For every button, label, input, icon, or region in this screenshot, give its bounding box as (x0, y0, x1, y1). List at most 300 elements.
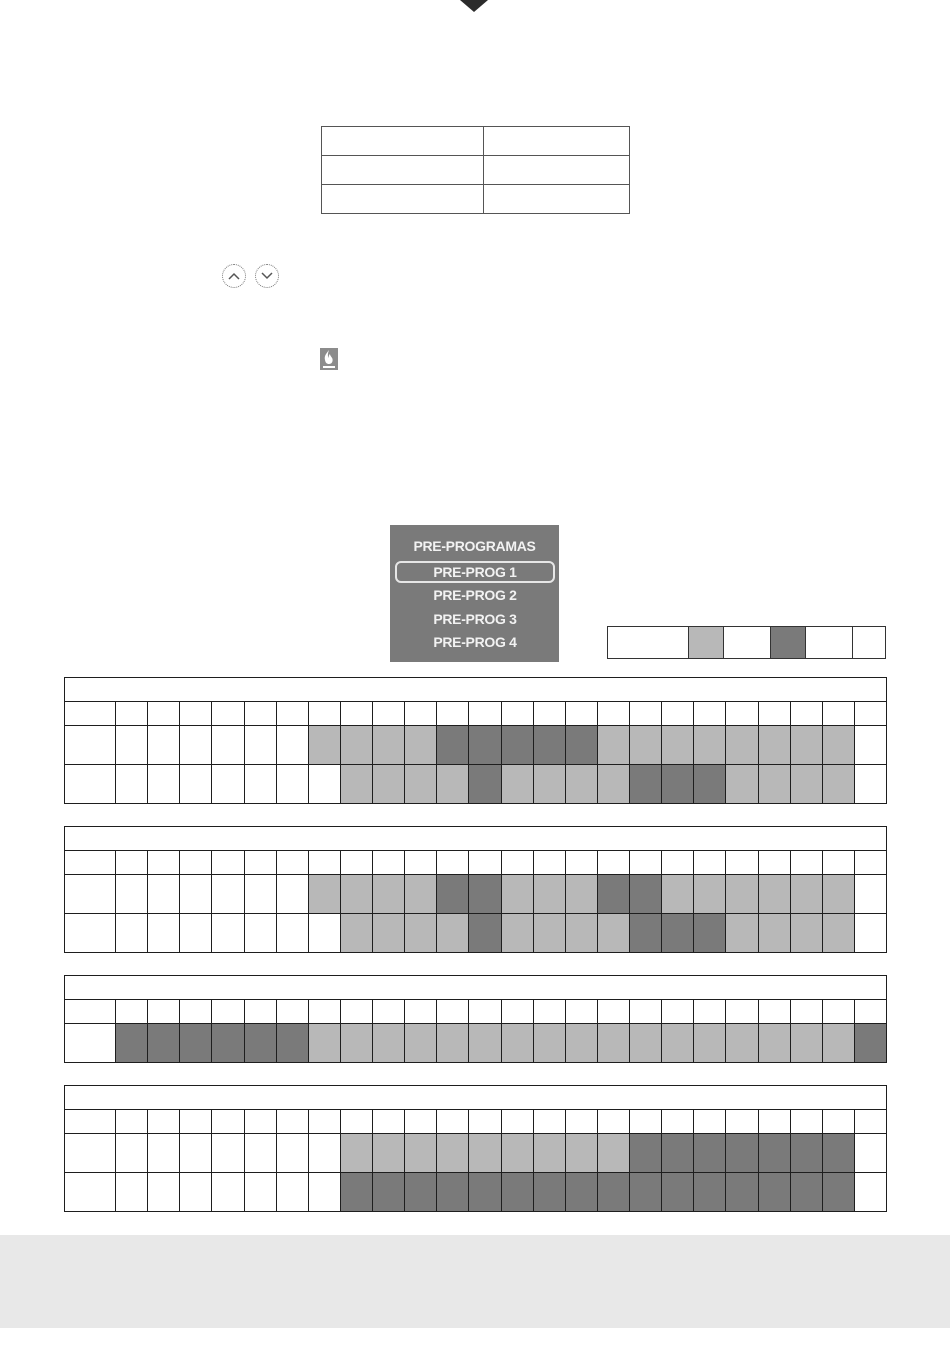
slot-empty (244, 875, 276, 914)
slot-dark (822, 1173, 854, 1212)
hour-cell (533, 1110, 565, 1134)
slot-light (758, 875, 790, 914)
hour-cell (340, 851, 372, 875)
slot-light (308, 726, 340, 765)
row-label-cell (65, 1173, 116, 1212)
slot-dark (405, 1173, 437, 1212)
slot-empty (308, 1134, 340, 1173)
info-cell (322, 185, 484, 214)
hour-cell (758, 1000, 790, 1024)
slot-light (469, 1134, 501, 1173)
info-table-row (322, 185, 630, 214)
row-label-cell (65, 1134, 116, 1173)
hour-cell (276, 851, 308, 875)
hour-cell (405, 702, 437, 726)
slot-light (340, 1024, 372, 1063)
slot-dark (469, 875, 501, 914)
slot-light (340, 914, 372, 953)
slot-light (758, 1024, 790, 1063)
hour-cell (758, 702, 790, 726)
hour-cell (822, 1000, 854, 1024)
slot-empty (116, 765, 148, 804)
slot-light (822, 726, 854, 765)
info-cell (484, 127, 630, 156)
slot-light (758, 765, 790, 804)
slot-light (533, 914, 565, 953)
slot-empty (212, 914, 244, 953)
schedule-table (64, 826, 887, 953)
slot-empty (308, 765, 340, 804)
slot-light (822, 875, 854, 914)
hour-cell (212, 1000, 244, 1024)
hour-cell (597, 851, 629, 875)
hour-cell (854, 1000, 886, 1024)
slot-dark (630, 914, 662, 953)
table-row (65, 726, 887, 765)
chevron-down-icon (260, 271, 274, 281)
hour-cell (726, 851, 758, 875)
slot-empty (308, 1173, 340, 1212)
hour-header-row (65, 702, 887, 726)
slot-empty (180, 914, 212, 953)
slot-light (437, 765, 469, 804)
row-label-cell (65, 702, 116, 726)
slot-empty (276, 1173, 308, 1212)
row-label-cell (65, 851, 116, 875)
hour-cell (597, 702, 629, 726)
slot-empty (180, 1173, 212, 1212)
hour-cell (244, 702, 276, 726)
slot-empty (276, 765, 308, 804)
hour-cell (565, 1110, 597, 1134)
slot-light (405, 875, 437, 914)
slot-dark (662, 765, 694, 804)
hour-cell (469, 702, 501, 726)
slot-dark (662, 1173, 694, 1212)
hour-cell (662, 1110, 694, 1134)
slot-light (405, 726, 437, 765)
slot-dark (565, 1173, 597, 1212)
hour-cell (180, 1110, 212, 1134)
hour-cell (244, 1110, 276, 1134)
slot-dark (597, 1173, 629, 1212)
down-button[interactable] (255, 264, 279, 288)
up-button[interactable] (222, 264, 246, 288)
table-row (65, 1024, 887, 1063)
slot-dark (565, 726, 597, 765)
slot-light (405, 765, 437, 804)
hour-cell (308, 702, 340, 726)
menu-item-pre-prog-3[interactable]: PRE-PROG 3 (433, 611, 517, 627)
hour-cell (533, 1000, 565, 1024)
schedule-title-cell (65, 1086, 887, 1110)
slot-empty (276, 914, 308, 953)
flame-indicator (319, 347, 339, 371)
hour-cell (694, 1000, 726, 1024)
hour-cell (630, 1110, 662, 1134)
slot-empty (854, 875, 886, 914)
hour-cell (116, 851, 148, 875)
hour-cell (244, 851, 276, 875)
hour-cell (308, 1110, 340, 1134)
slot-light (469, 1024, 501, 1063)
slot-dark (212, 1024, 244, 1063)
slot-empty (854, 1134, 886, 1173)
slot-dark (630, 1134, 662, 1173)
hour-cell (790, 702, 822, 726)
slot-light (790, 726, 822, 765)
slot-dark (662, 914, 694, 953)
slot-light (822, 1024, 854, 1063)
slot-light (662, 726, 694, 765)
slot-empty (244, 765, 276, 804)
slot-light (308, 1024, 340, 1063)
hour-cell (212, 702, 244, 726)
slot-light (533, 1024, 565, 1063)
hour-cell (662, 1000, 694, 1024)
hour-cell (148, 1000, 180, 1024)
slot-light (501, 1134, 533, 1173)
slot-empty (276, 726, 308, 765)
slot-light (790, 1024, 822, 1063)
hour-cell (758, 851, 790, 875)
slot-light (758, 914, 790, 953)
hour-cell (437, 702, 469, 726)
slot-dark (533, 1173, 565, 1212)
menu-item-pre-prog-2[interactable]: PRE-PROG 2 (433, 587, 517, 603)
slot-light (373, 1024, 405, 1063)
hour-cell (437, 851, 469, 875)
slot-light (726, 875, 758, 914)
hour-cell (148, 702, 180, 726)
hour-cell (373, 1110, 405, 1134)
slot-light (405, 1024, 437, 1063)
slot-empty (854, 914, 886, 953)
legend-swatch-light (689, 627, 724, 658)
hour-header-row (65, 1000, 887, 1024)
hour-cell (501, 1000, 533, 1024)
hour-cell (116, 702, 148, 726)
legend-swatch (806, 627, 853, 658)
hour-cell (437, 1110, 469, 1134)
slot-light (597, 1134, 629, 1173)
hour-cell (212, 851, 244, 875)
slot-dark (116, 1024, 148, 1063)
slot-dark (790, 1173, 822, 1212)
hour-cell (469, 1000, 501, 1024)
hour-cell (854, 1110, 886, 1134)
slot-light (822, 914, 854, 953)
schedule-table (64, 975, 887, 1063)
hour-cell (565, 1000, 597, 1024)
info-table-row (322, 156, 630, 185)
slot-light (726, 726, 758, 765)
slot-light (533, 1134, 565, 1173)
hour-cell (148, 1110, 180, 1134)
slot-light (790, 765, 822, 804)
info-cell (484, 156, 630, 185)
hour-cell (469, 851, 501, 875)
schedule-title-row (65, 1086, 887, 1110)
slot-empty (180, 875, 212, 914)
slot-light (758, 726, 790, 765)
schedule-table (64, 1085, 887, 1212)
slot-light (565, 765, 597, 804)
slot-light (662, 875, 694, 914)
hour-cell (662, 851, 694, 875)
hour-cell (694, 702, 726, 726)
hour-cell (373, 702, 405, 726)
slot-light (662, 1024, 694, 1063)
slot-dark (340, 1173, 372, 1212)
hour-cell (822, 1110, 854, 1134)
slot-dark (726, 1134, 758, 1173)
hour-cell (630, 702, 662, 726)
slot-empty (212, 726, 244, 765)
slot-light (822, 765, 854, 804)
slot-dark (469, 1173, 501, 1212)
slot-empty (148, 726, 180, 765)
slot-empty (148, 765, 180, 804)
hour-cell (180, 851, 212, 875)
slot-light (405, 914, 437, 953)
hour-cell (180, 702, 212, 726)
slot-empty (854, 1173, 886, 1212)
slot-empty (244, 1134, 276, 1173)
hour-cell (790, 1110, 822, 1134)
hour-cell (212, 1110, 244, 1134)
slot-dark (469, 726, 501, 765)
slot-dark (726, 1173, 758, 1212)
schedule-title-cell (65, 827, 887, 851)
hour-cell (630, 851, 662, 875)
slot-empty (148, 1134, 180, 1173)
slot-empty (212, 875, 244, 914)
hour-cell (148, 851, 180, 875)
slot-dark (758, 1173, 790, 1212)
slot-light (694, 726, 726, 765)
row-label-cell (65, 765, 116, 804)
hour-cell (308, 1000, 340, 1024)
row-label-cell (65, 726, 116, 765)
hour-cell (854, 702, 886, 726)
slot-empty (116, 914, 148, 953)
info-cell (484, 185, 630, 214)
slot-dark (437, 1173, 469, 1212)
slot-empty (148, 1173, 180, 1212)
hour-cell (662, 702, 694, 726)
slot-light (373, 875, 405, 914)
schedule-table (64, 677, 887, 804)
hour-header-row (65, 851, 887, 875)
hour-cell (501, 851, 533, 875)
slot-dark (276, 1024, 308, 1063)
legend-swatch (608, 627, 689, 658)
info-cell (322, 127, 484, 156)
slot-dark (758, 1134, 790, 1173)
hour-cell (597, 1110, 629, 1134)
hour-cell (405, 1110, 437, 1134)
slot-dark (180, 1024, 212, 1063)
slot-light (501, 765, 533, 804)
legend-swatch-dark (771, 627, 806, 658)
schedule-title-row (65, 827, 887, 851)
slot-empty (148, 914, 180, 953)
hour-cell (565, 702, 597, 726)
slot-light (533, 765, 565, 804)
slot-dark (662, 1134, 694, 1173)
info-table (321, 126, 630, 214)
hour-cell (116, 1000, 148, 1024)
row-label-cell (65, 914, 116, 953)
slot-light (340, 765, 372, 804)
slot-light (340, 875, 372, 914)
pre-programs-menu (390, 525, 559, 662)
hour-cell (726, 1000, 758, 1024)
slot-light (694, 875, 726, 914)
info-cell (322, 156, 484, 185)
hour-cell (116, 1110, 148, 1134)
footer-band (0, 1235, 950, 1328)
hour-cell (758, 1110, 790, 1134)
slot-empty (244, 914, 276, 953)
row-label-cell (65, 875, 116, 914)
slot-empty (212, 1134, 244, 1173)
hour-cell (244, 1000, 276, 1024)
slot-empty (212, 765, 244, 804)
slot-light (437, 1024, 469, 1063)
slot-light (373, 914, 405, 953)
slot-light (726, 914, 758, 953)
menu-item-pre-prog-1[interactable]: PRE-PROG 1 (395, 561, 555, 583)
slot-dark (597, 875, 629, 914)
slot-dark (694, 1134, 726, 1173)
slot-light (437, 1134, 469, 1173)
slot-light (597, 726, 629, 765)
slot-empty (308, 914, 340, 953)
slot-empty (854, 726, 886, 765)
slot-light (565, 914, 597, 953)
hour-cell (276, 1000, 308, 1024)
hour-cell (533, 851, 565, 875)
hour-cell (726, 702, 758, 726)
slot-dark (630, 875, 662, 914)
slot-dark (148, 1024, 180, 1063)
slot-empty (244, 1173, 276, 1212)
slot-light (790, 875, 822, 914)
schedule-title-cell (65, 678, 887, 702)
slot-light (565, 1024, 597, 1063)
slot-dark (469, 914, 501, 953)
schedule-title-row (65, 678, 887, 702)
hour-cell (180, 1000, 212, 1024)
slot-dark (694, 1173, 726, 1212)
slot-empty (180, 726, 212, 765)
slot-light (630, 726, 662, 765)
hour-cell (276, 1110, 308, 1134)
slot-empty (116, 1134, 148, 1173)
slot-light (405, 1134, 437, 1173)
hour-cell (790, 1000, 822, 1024)
slot-empty (854, 765, 886, 804)
slot-dark (790, 1134, 822, 1173)
legend-swatch (724, 627, 771, 658)
hour-cell (565, 851, 597, 875)
slot-light (373, 765, 405, 804)
slot-empty (180, 1134, 212, 1173)
hour-cell (373, 851, 405, 875)
hour-header-row (65, 1110, 887, 1134)
hour-cell (822, 702, 854, 726)
slot-light (501, 914, 533, 953)
slot-light (565, 1134, 597, 1173)
slot-light (597, 914, 629, 953)
slot-light (340, 1134, 372, 1173)
slot-light (694, 1024, 726, 1063)
slot-light (597, 765, 629, 804)
hour-cell (373, 1000, 405, 1024)
page-marker (460, 0, 488, 12)
hour-cell (276, 702, 308, 726)
hour-cell (822, 851, 854, 875)
slot-light (373, 1134, 405, 1173)
hour-cell (790, 851, 822, 875)
hour-cell (854, 851, 886, 875)
slot-light (726, 765, 758, 804)
slot-dark (501, 1173, 533, 1212)
slot-dark (630, 1173, 662, 1212)
slot-dark (437, 875, 469, 914)
menu-title: PRE-PROGRAMAS (413, 538, 536, 554)
flame-icon (319, 347, 339, 371)
hour-cell (726, 1110, 758, 1134)
hour-cell (308, 851, 340, 875)
row-label-cell (65, 1024, 116, 1063)
slot-light (790, 914, 822, 953)
slot-dark (694, 765, 726, 804)
hour-cell (340, 702, 372, 726)
slot-empty (148, 875, 180, 914)
hour-cell (501, 702, 533, 726)
slot-empty (276, 1134, 308, 1173)
hour-cell (340, 1110, 372, 1134)
table-row (65, 914, 887, 953)
slot-light (726, 1024, 758, 1063)
menu-item-pre-prog-4[interactable]: PRE-PROG 4 (433, 634, 517, 650)
hour-cell (437, 1000, 469, 1024)
slot-empty (116, 875, 148, 914)
hour-cell (501, 1110, 533, 1134)
slot-dark (469, 765, 501, 804)
slot-dark (533, 726, 565, 765)
legend-swatch (853, 627, 885, 658)
color-legend (607, 626, 886, 659)
hour-cell (405, 851, 437, 875)
row-label-cell (65, 1110, 116, 1134)
slot-empty (212, 1173, 244, 1212)
table-row (65, 1173, 887, 1212)
slot-light (533, 875, 565, 914)
slot-light (437, 914, 469, 953)
row-label-cell (65, 1000, 116, 1024)
slot-light (630, 1024, 662, 1063)
slot-light (565, 875, 597, 914)
slot-empty (244, 726, 276, 765)
slot-dark (694, 914, 726, 953)
schedule-title-row (65, 976, 887, 1000)
table-row (65, 875, 887, 914)
hour-cell (630, 1000, 662, 1024)
